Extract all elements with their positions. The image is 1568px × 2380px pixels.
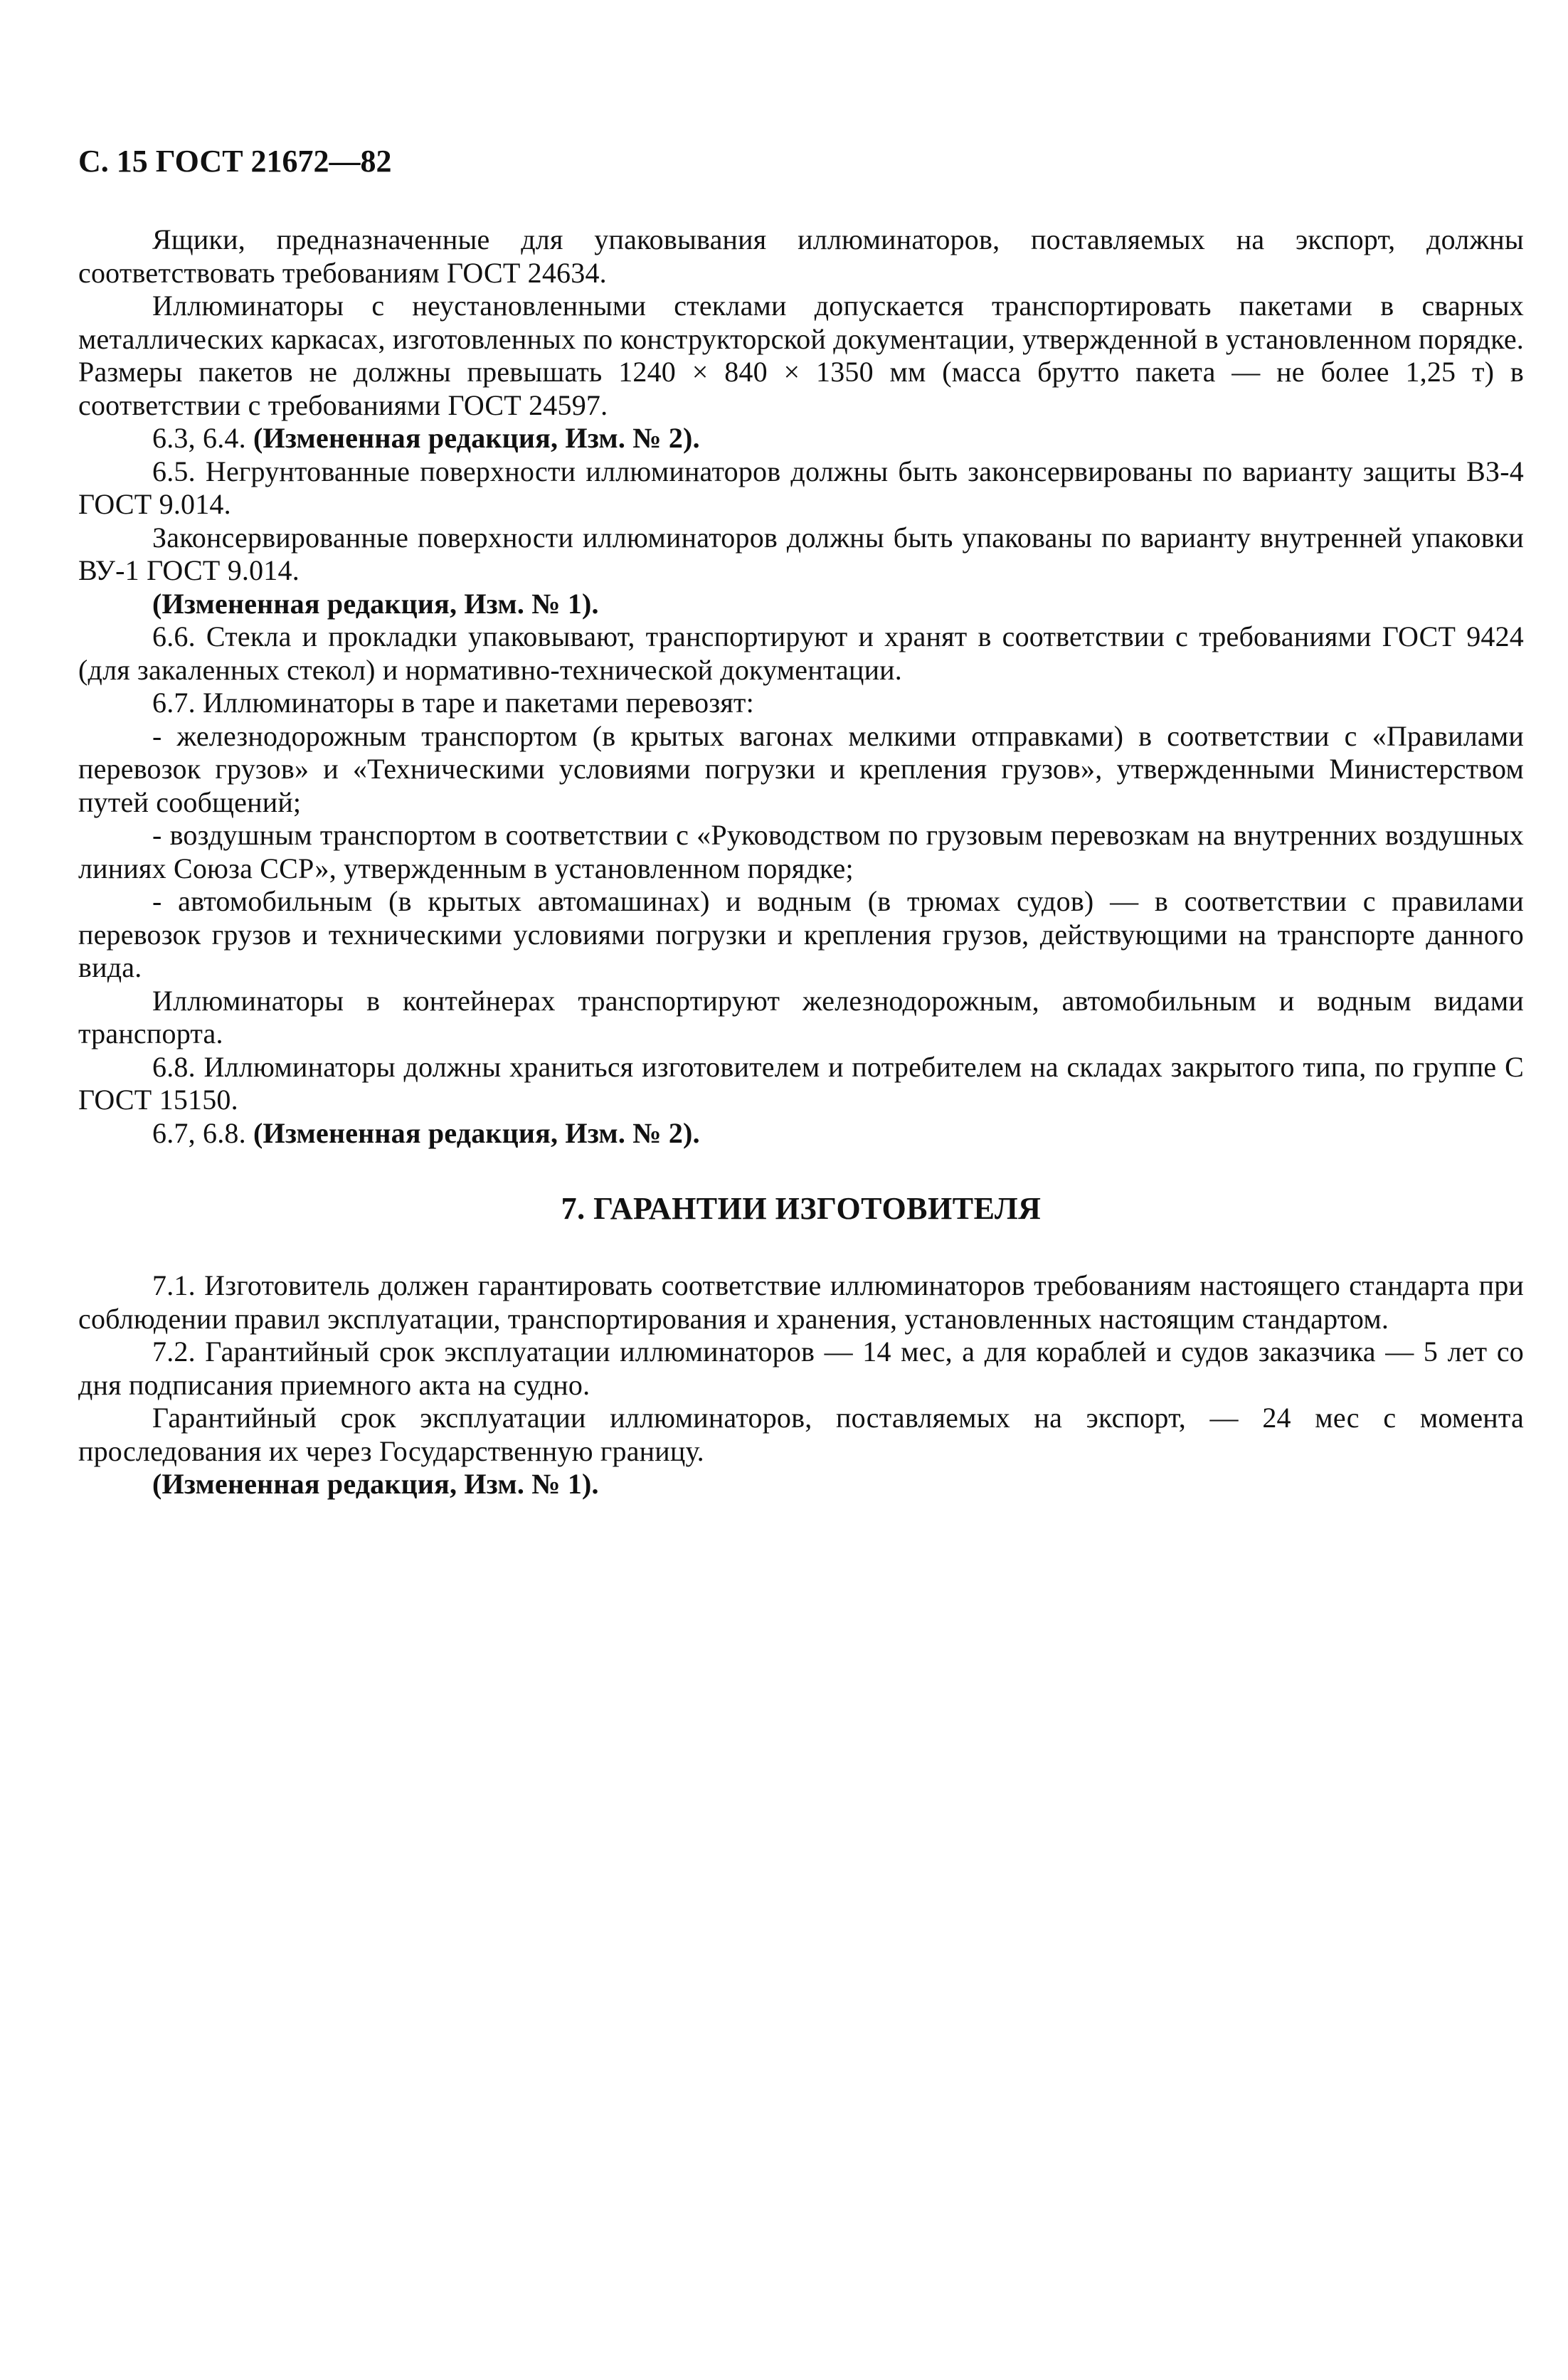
paragraph-export-warranty: Гарантийный срок эксплуатации иллюминаторов, поставляемых на экспорт, — 24 мес с момента проследования их через Государственную границу.	[78, 1402, 1524, 1467]
clause-number: 6.7, 6.8.	[152, 1116, 246, 1149]
paragraph-export-boxes: Ящики, предназначенные для упаковывания иллюминаторов, поставляемых на экспорт, должны соответствовать требованиям ГОСТ 24634.	[78, 223, 1524, 289]
paragraph-amendment-6-7-6-8	[78, 1117, 1524, 1151]
paragraph-containers: Иллюминаторы в контейнерах транспортируют железнодорожным, автомобильным и водным видами транспорта.	[78, 984, 1524, 1049]
paragraph-packages: Иллюминаторы с неустановленными стеклами допускается транспортировать пакетами в сварных металлических каркасах, изготовленных по конструкторской документации, утвержденной в установленном порядке. Размеры пакетов не должны превышать 1240 × 840 × 1350 мм (масса брутто пакета — не более 1,25 т) в соответствии с требованиями ГОСТ 24597.	[78, 290, 1524, 421]
amendment-note: (Измененная редакция, Изм. № 1).	[152, 1468, 599, 1500]
list-item-air: - воздушным транспортом в соответствии с «Руководством по грузовым перевозкам на внутренних воздушных линиях Союза ССР», утвержденным в установленном порядке;	[78, 819, 1524, 884]
amendment-note: (Измененная редакция, Изм. № 2).	[253, 1116, 700, 1149]
paragraph-7-1: 7.1. Изготовитель должен гарантировать соответствие иллюминаторов требованиям настоящего стандарта при соблюдении правил эксплуатации, транспортирования и хранения, установленных настоящим стандартом.	[78, 1269, 1524, 1335]
paragraph-6-6: 6.6. Стекла и прокладки упаковывают, транспортируют и хранят в соответствии с требованиями ГОСТ 9424 (для закаленных стекол) и нормативно-технической документации.	[78, 620, 1524, 686]
amendment-note: (Измененная редакция, Изм. № 2).	[253, 422, 700, 454]
paragraph-amendment-6-3-6-4	[78, 422, 1524, 455]
page-header: С. 15 ГОСТ 21672—82	[78, 144, 392, 179]
section-7-body	[78, 1269, 1524, 1501]
list-item-railway: - железнодорожным транспортом (в крытых вагонах мелкими отправками) в соответствии с «Правилами перевозок грузов» и «Техническими условиями погрузки и крепления грузов», утвержденными Министерством путей сообщений;	[78, 719, 1524, 818]
section-6-body	[78, 223, 1524, 1150]
paragraph-7-2: 7.2. Гарантийный срок эксплуатации иллюминаторов — 14 мес, а для кораблей и судов заказчика — 5 лет со дня подписания приемного акта на судно.	[78, 1336, 1524, 1401]
amendment-note: (Измененная редакция, Изм. № 1).	[152, 587, 599, 620]
paragraph-inner-packaging: Законсервированные поверхности иллюминаторов должны быть упакованы по варианту внутренней упаковки ВУ-1 ГОСТ 9.014.	[78, 521, 1524, 586]
list-item-road-water: - автомобильным (в крытых автомашинах) и водным (в трюмах судов) — в соответствии с правилами перевозок грузов и техническими условиями погрузки и крепления грузов, действующими на транспорте данного вида.	[78, 885, 1524, 983]
paragraph-6-8: 6.8. Иллюминаторы должны храниться изготовителем и потребителем на складах закрытого типа, по группе С ГОСТ 15150.	[78, 1050, 1524, 1116]
section-7-title: 7. ГАРАНТИИ ИЗГОТОВИТЕЛЯ	[561, 1191, 1042, 1226]
paragraph-6-7: 6.7. Иллюминаторы в таре и пакетами перевозят:	[152, 687, 754, 719]
clause-number: 6.3, 6.4.	[152, 422, 246, 454]
paragraph-6-5: 6.5. Негрунтованные поверхности иллюминаторов должны быть законсервированы по варианту защиты ВЗ-4 ГОСТ 9.014.	[78, 455, 1524, 520]
document-page	[78, 142, 1524, 1501]
